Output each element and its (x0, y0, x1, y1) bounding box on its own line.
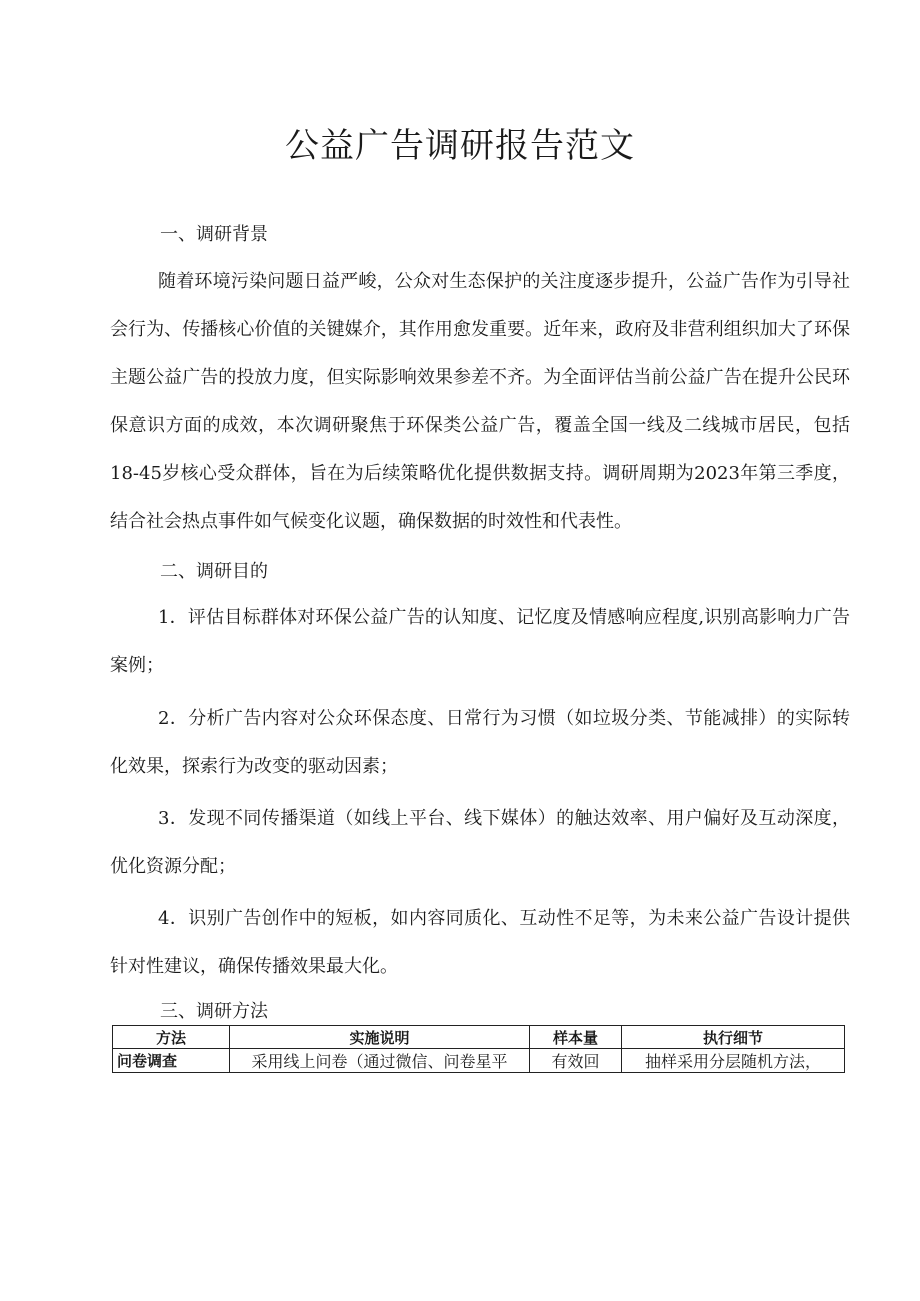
table-cell-details: 抽样采用分层随机方法， (622, 1049, 845, 1073)
table-header-description: 实施说明 (230, 1026, 530, 1049)
table-header-row (113, 1026, 845, 1049)
section-heading-objectives: 二、调研目的 (160, 561, 268, 582)
methods-table (112, 1025, 845, 1073)
table-cell-description: 采用线上问卷（通过微信、问卷星平 (230, 1049, 530, 1073)
paragraph-background: 随着环境污染问题日益严峻，公众对生态保护的关注度逐步提升，公益广告作为引导社会行为、传播核心价值的关键媒介，其作用愈发重要。近年来，政府及非营利组织加大了环保主题公益广告的投放力度，但实际影响效果参差不齐。为全面评估当前公益广告在提升公民环保意识方面的成效，本次调研聚焦于环保类公益广告，覆盖全国一线及二线城市居民，包括18-45岁核心受众群体，旨在为后续策略优化提供数据支持。调研周期为2023年第三季度，结合社会热点事件如气候变化议题，确保数据的时效性和代表性。 (110, 271, 850, 532)
table-header-details: 执行细节 (622, 1026, 845, 1049)
section-heading-methods: 三、调研方法 (160, 1001, 268, 1022)
table-cell-sample-size: 有效回 (530, 1049, 622, 1073)
objective-item-3: 3．发现不同传播渠道（如线上平台、线下媒体）的触达效率、用户偏好及互动深度，优化资源分配； (110, 808, 850, 877)
table-header-sample-size: 样本量 (530, 1026, 622, 1049)
table-cell-method: 问卷调查 (113, 1049, 230, 1073)
objective-item-2: 2．分析广告内容对公众环保态度、日常行为习惯（如垃圾分类、节能减排）的实际转化效果，探索行为改变的驱动因素； (110, 708, 850, 777)
document-title: 公益广告调研报告范文 (285, 126, 635, 166)
table-header-method: 方法 (113, 1026, 230, 1049)
objective-item-1: 1．评估目标群体对环保公益广告的认知度、记忆度及情感响应程度,识别高影响力广告案例； (110, 607, 850, 676)
section-heading-background: 一、调研背景 (160, 224, 268, 245)
table-row (113, 1049, 845, 1073)
objective-item-4: 4．识别广告创作中的短板，如内容同质化、互动性不足等，为未来公益广告设计提供针对性建议，确保传播效果最大化。 (110, 908, 850, 977)
